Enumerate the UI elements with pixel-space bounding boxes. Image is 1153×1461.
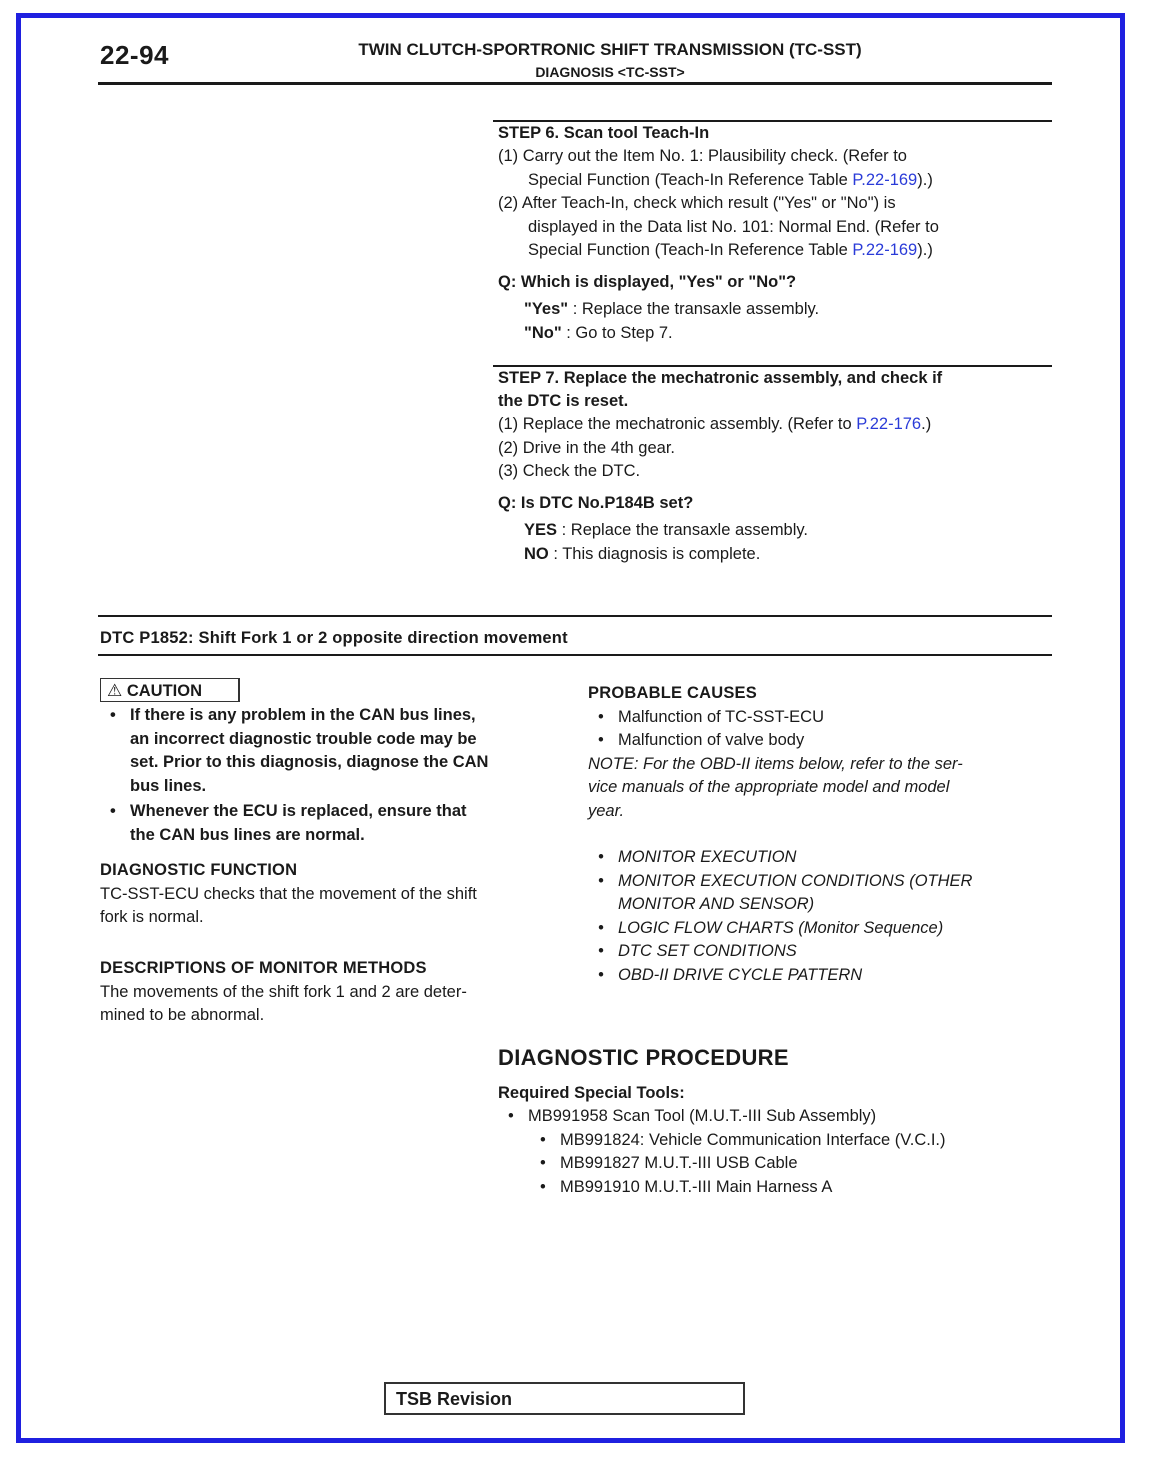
tsb-revision-box: TSB Revision [384,1382,745,1415]
caution-box [100,678,240,702]
obd-note-line: vice manuals of the appropriate model and model [588,778,950,796]
step7-item1 [498,413,1043,437]
step6-item1-line1: (1) Carry out the Item No. 1: Plausibility check. (Refer to [498,147,907,165]
caution-line: • Whenever the ECU is replaced, ensure that [130,802,467,820]
caution-line: an incorrect diagnostic trouble code may be [130,729,477,748]
ref-link-p22-176[interactable]: P.22-176 [856,415,922,433]
sub-tool-item [498,1129,1048,1153]
caution-line: the CAN bus lines are normal. [130,825,365,844]
dtc-title: DTC P1852: Shift Fork 1 or 2 opposite direction movement [100,629,568,647]
probable-causes-heading: PROBABLE CAUSES [588,684,757,702]
header-rule [98,82,1052,85]
sub-tool-text: MB991824: Vehicle Communication Interface (V.C.I.) [560,1130,946,1149]
caution-line: • If there is any problem in the CAN bus lines, [130,706,476,724]
step6-item2-text: Special Function (Teach-In Reference Table [528,241,853,259]
obd-item: • MONITOR EXECUTION [588,846,1048,870]
page-number: 22-94 [100,40,169,70]
monitor-methods-heading: DESCRIPTIONS OF MONITOR METHODS [100,959,427,977]
step6-answer-no [498,322,1043,346]
answer-key: "No" [524,323,562,342]
step6-item2-line1: (2) After Teach-In, check which result ("Yes" or "No") is [498,194,896,212]
step6-block [498,122,1043,345]
answer-text: : This diagnosis is complete. [548,544,761,563]
step6-item1-end: ).) [917,170,933,189]
dtc-rule-top [98,615,1052,617]
step7-block [498,367,1043,566]
step7-item1-end: .) [921,415,932,433]
step6-title: STEP 6. Scan tool Teach-In [498,124,710,142]
tool-item: • MB991958 Scan Tool (M.U.T.-III Sub Assembly) [498,1105,1048,1129]
step6-item1-line2 [498,169,1043,193]
obd-item [588,870,1048,917]
step6-item2-line3 [498,239,1043,263]
dtc-rule-bottom [98,654,1052,656]
step7-item1-text: (1) Replace the mechatronic assembly. (Refer to [498,415,857,433]
step6-item1-text: Special Function (Teach-In Reference Table [528,170,853,189]
step7-item3: (3) Check the DTC. [498,462,641,480]
sub-tool-item [498,1176,1048,1200]
answer-text: : Go to Step 7. [561,323,673,342]
monitor-methods-line: mined to be abnormal. [100,1006,265,1024]
warning-icon: ⚠ [107,681,123,700]
diag-function-heading: DIAGNOSTIC FUNCTION [100,861,298,879]
diag-function-line: fork is normal. [100,908,204,926]
obd-note [588,753,1048,824]
step6-item2-end: ).) [917,241,933,259]
obd-item: • DTC SET CONDITIONS [588,940,1048,964]
step7-answer-no [498,543,1043,567]
step7-answer-yes [498,519,1043,543]
caution-list [100,704,570,847]
diag-function [100,859,570,930]
step7-title-line1: STEP 7. Replace the mechatronic assembly, and check if [498,369,943,387]
step6-item2 [498,192,1043,263]
step6-item2-line2: displayed in the Data list No. 101: Normal End. (Refer to [528,217,939,236]
monitor-methods [100,957,570,1028]
answer-key: "Yes" [524,300,569,318]
sub-tool-item [498,1152,1048,1176]
caution-bullet [100,800,570,847]
caution-line: set. Prior to this diagnosis, diagnose the CAN [130,753,489,771]
answer-text: : Replace the transaxle assembly. [568,300,820,318]
tools-heading: Required Special Tools: [498,1083,685,1102]
obd-note-line: year. [588,801,625,820]
sub-tool-text: MB991827 M.U.T.-III USB Cable [560,1154,798,1172]
step7-item2: (2) Drive in the 4th gear. [498,438,676,457]
answer-key: YES [524,521,558,539]
probable-causes [588,682,1048,987]
page-subtitle: DIAGNOSIS <TC-SST> [535,64,685,80]
cause-item: • Malfunction of valve body [588,729,1048,753]
caution-line: bus lines. [130,776,207,795]
sub-tool-text: MB991910 M.U.T.-III Main Harness A [560,1177,833,1196]
caution-label: CAUTION [126,682,203,700]
ref-link-p22-169-b[interactable]: P.22-169 [852,241,918,259]
obd-items [588,846,1048,987]
step7-question: Q: Is DTC No.P184B set? [498,493,694,512]
obd-item: • LOGIC FLOW CHARTS (Monitor Sequence) [588,917,1048,941]
ref-link-p22-169[interactable]: P.22-169 [852,170,918,189]
step6-item1 [498,145,1043,192]
monitor-methods-line: The movements of the shift fork 1 and 2 are deter- [100,982,467,1001]
step6-question: Q: Which is displayed, "Yes" or "No"? [498,272,797,291]
procedure-heading: DIAGNOSTIC PROCEDURE [498,1045,789,1070]
obd-item-line: • MONITOR EXECUTION CONDITIONS (OTHER [618,871,973,890]
obd-note-line: NOTE: For the OBD-II items below, refer to the ser- [588,754,963,773]
page-title: TWIN CLUTCH-SPORTRONIC SHIFT TRANSMISSION (TC-SST) [358,40,862,59]
diag-function-line: TC-SST-ECU checks that the movement of the shift [100,884,477,903]
obd-item-line: MONITOR AND SENSOR) [618,895,815,913]
step7-title-line2: the DTC is reset. [498,392,629,410]
answer-key: NO [524,544,549,563]
caution-bullet [100,704,570,798]
obd-item: • OBD-II DRIVE CYCLE PATTERN [588,964,1048,988]
answer-text: : Replace the transaxle assembly. [557,521,809,539]
diagnostic-procedure [498,1046,1048,1199]
cause-item: • Malfunction of TC-SST-ECU [588,706,1048,730]
step6-answer-yes [498,298,1043,322]
